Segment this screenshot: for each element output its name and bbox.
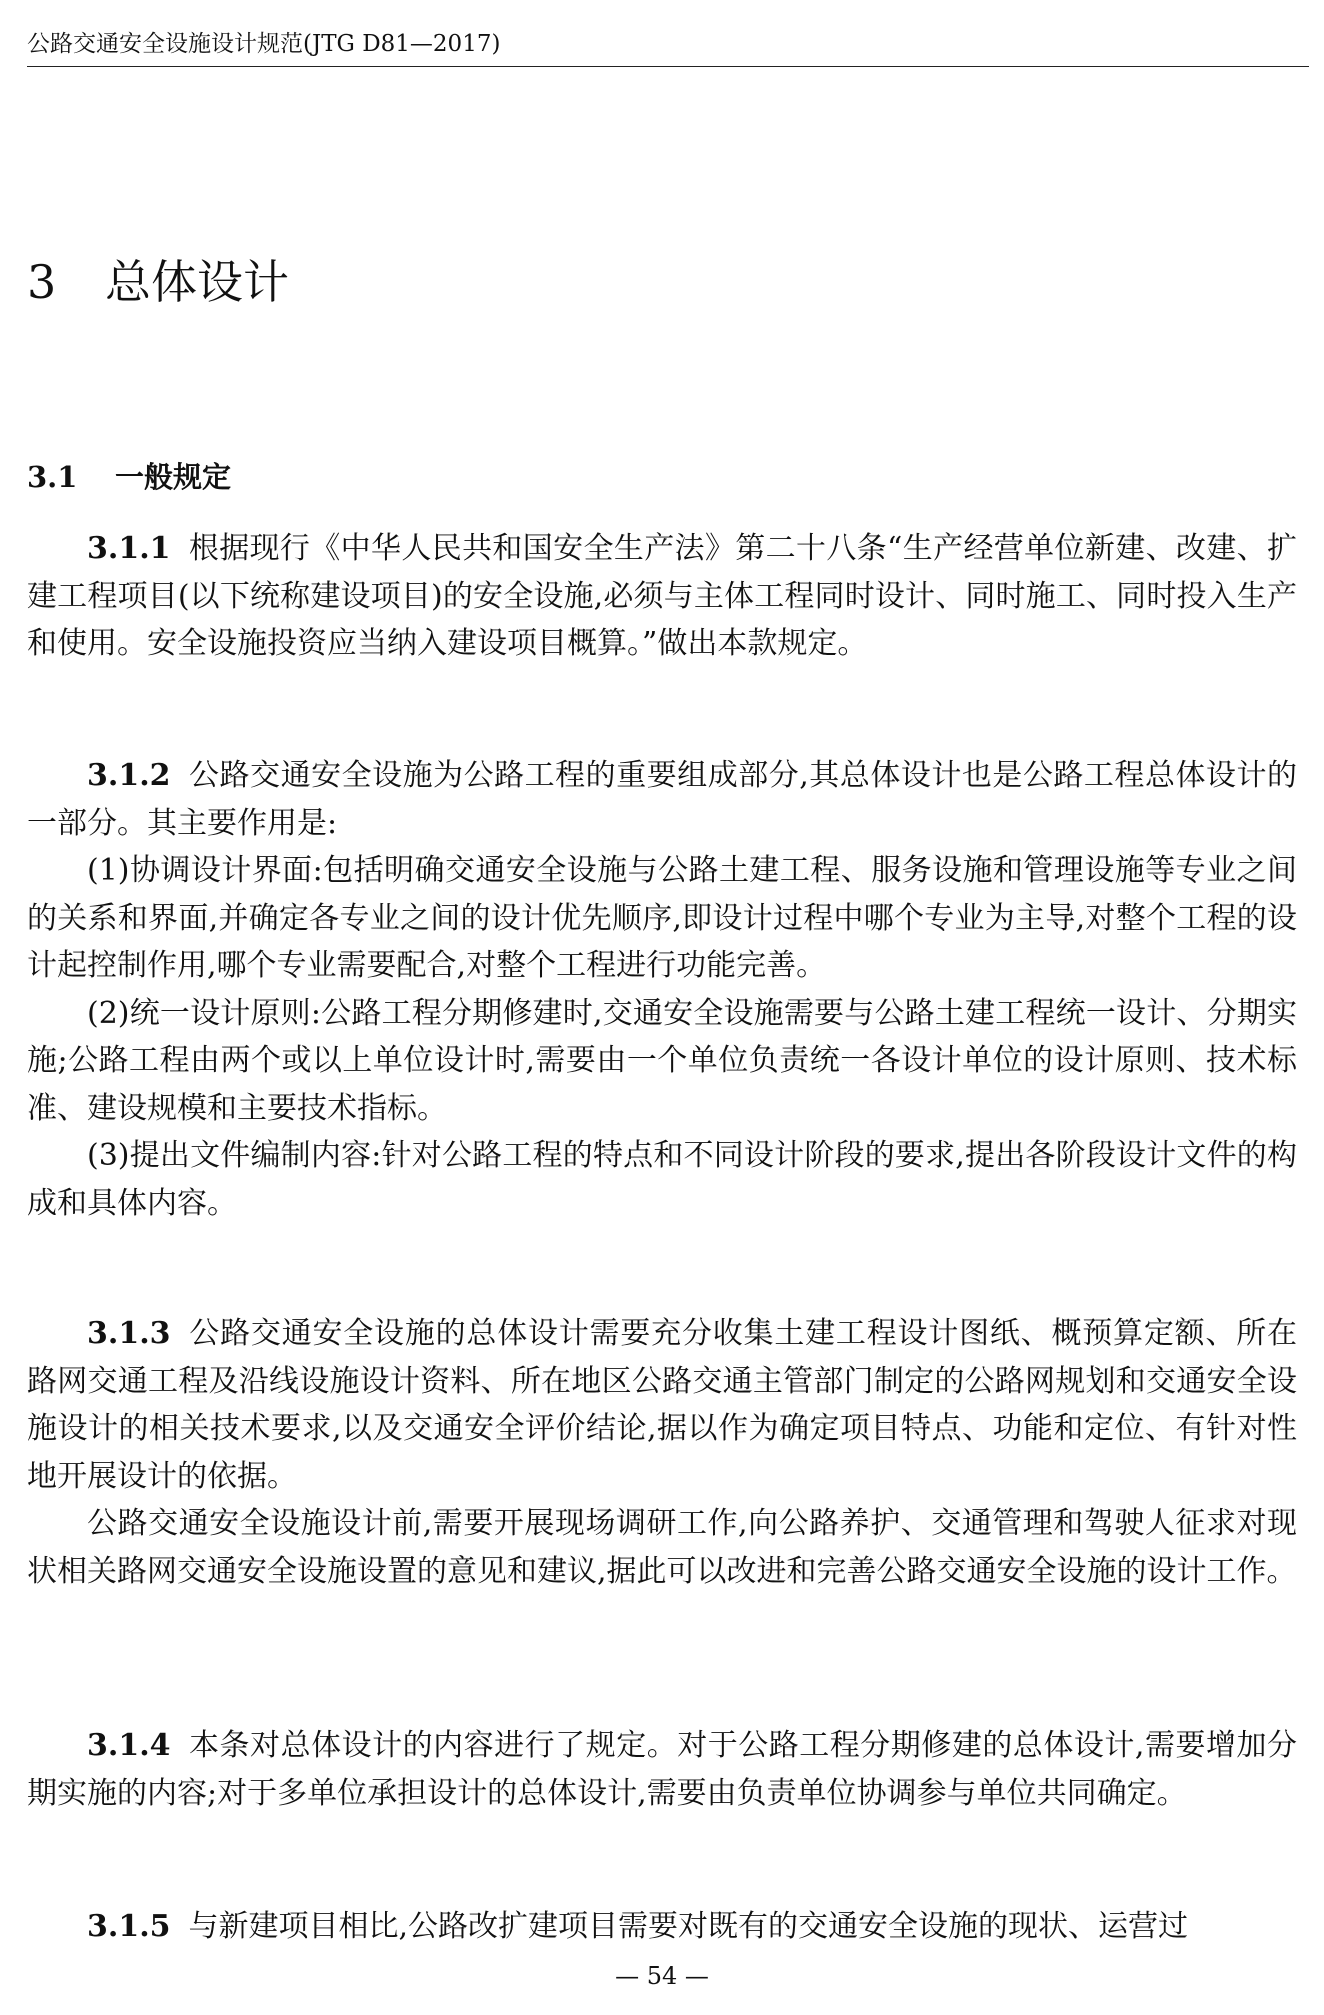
clause-number: 3.1.1 (87, 531, 171, 566)
clause-paragraph (27, 1722, 1297, 1817)
clause-paragraph (27, 525, 1297, 668)
chapter-number: 3 (27, 255, 57, 309)
clause-3-1-4 (27, 1722, 1297, 1817)
clause-item: (3)提出文件编制内容:针对公路工程的特点和不同设计阶段的要求,提出各阶段设计文件的构成和具体内容。 (27, 1138, 1297, 1221)
clause-item: (1)协调设计界面:包括明确交通安全设施与公路土建工程、服务设施和管理设施等专业之间的关系和界面,并确定各专业之间的设计优先顺序,即设计过程中哪个专业为主导,对整个工程的设计起控制作用,哪个专业需要配合,对整个工程进行功能完善。 (27, 853, 1297, 983)
clause-number: 3.1.5 (87, 1909, 171, 1944)
clause-3-1-2 (27, 752, 1297, 1227)
clause-3-1-1 (27, 525, 1297, 668)
section-heading (27, 455, 231, 499)
clause-number: 3.1.2 (87, 758, 171, 793)
clause-text: 公路交通安全设施为公路工程的重要组成部分,其总体设计也是公路工程总体设计的一部分。其主要作用是: (27, 758, 1297, 841)
clause-paragraph (27, 1903, 1297, 1951)
clause-text: 本条对总体设计的内容进行了规定。对于公路工程分期修建的总体设计,需要增加分期实施的内容;对于多单位承担设计的总体设计,需要由负责单位协调参与单位共同确定。 (27, 1728, 1297, 1811)
clause-text: 根据现行《中华人民共和国安全生产法》第二十八条“生产经营单位新建、改建、扩建工程项目(以下统称建设项目)的安全设施,必须与主体工程同时设计、同时施工、同时投入生产和使用。安全设施投资应当纳入建设项目概算。”做出本款规定。 (27, 531, 1297, 661)
clause-paragraph (27, 752, 1297, 847)
clause-item: (2)统一设计原则:公路工程分期修建时,交通安全设施需要与公路土建工程统一设计、分期实施;公路工程由两个或以上单位设计时,需要由一个单位负责统一各设计单位的设计原则、技术标准、建设规模和主要技术指标。 (27, 995, 1297, 1126)
clause-number: 3.1.3 (87, 1316, 171, 1351)
section-number: 3.1 (27, 460, 78, 494)
chapter-title: 总体设计 (105, 255, 289, 309)
clause-paragraph: 公路交通安全设施设计前,需要开展现场调研工作,向公路养护、交通管理和驾驶人征求对现状相关路网交通安全设施设置的意见和建议,据此可以改进和完善公路交通安全设施的设计工作。 (27, 1506, 1297, 1589)
chapter-heading (27, 252, 289, 312)
clause-3-1-5 (27, 1903, 1297, 1951)
clause-3-1-3 (27, 1310, 1297, 1595)
clause-text: 与新建项目相比,公路改扩建项目需要对既有的交通安全设施的现状、运营过 (188, 1909, 1189, 1944)
clause-paragraph (27, 1310, 1297, 1500)
header-title: 公路交通安全设施设计规范(JTG D81—2017) (27, 31, 501, 57)
page-number: — 54 — (615, 1962, 709, 1990)
running-header (27, 22, 1309, 67)
section-title: 一般规定 (115, 460, 232, 494)
clause-number: 3.1.4 (87, 1728, 171, 1763)
clause-text: 公路交通安全设施的总体设计需要充分收集土建工程设计图纸、概预算定额、所在路网交通工程及沿线设施设计资料、所在地区公路交通主管部门制定的公路网规划和交通安全设施设计的相关技术要求,以及交通安全评价结论,据以作为确定项目特点、功能和定位、有针对性地开展设计的依据。 (27, 1316, 1297, 1494)
